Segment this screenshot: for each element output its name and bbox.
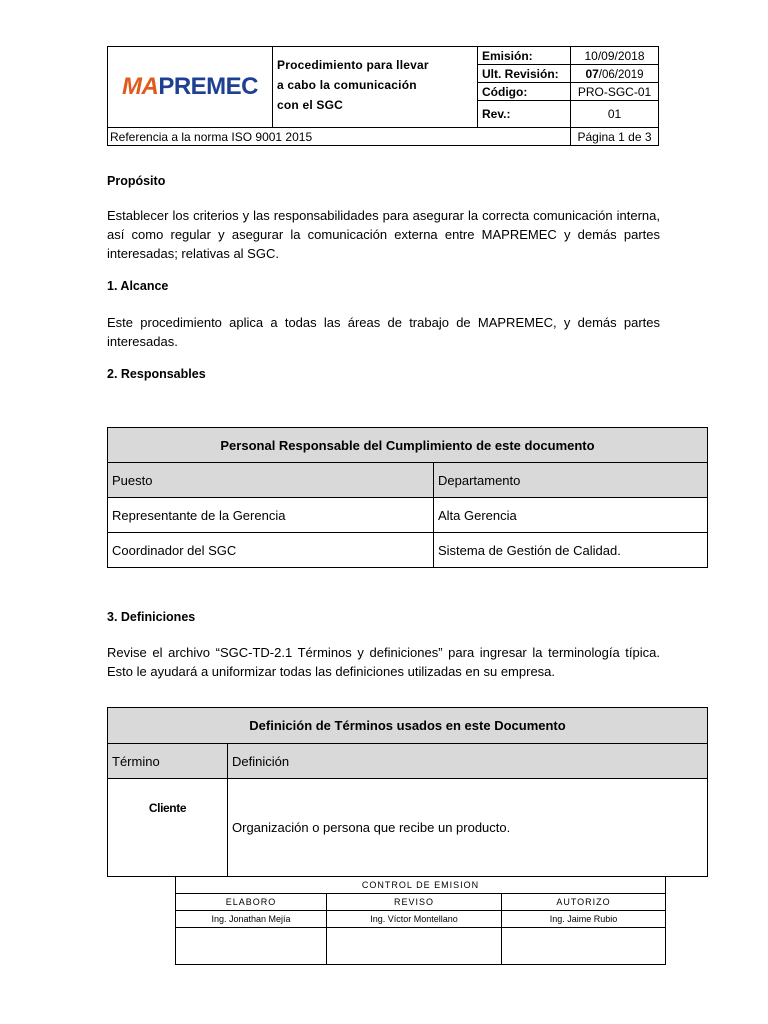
table-cell: Coordinador del SGC (108, 533, 434, 568)
logo-rest: PREMEC (158, 73, 258, 100)
column-header: Término (108, 744, 228, 779)
table-cell: Alta Gerencia (434, 498, 708, 533)
responsables-heading: 2. Responsables (107, 367, 206, 381)
control-title: CONTROL DE EMISION (176, 877, 666, 894)
definiciones-text: Revise el archivo “SGC-TD-2.1 Términos y definiciones” para ingresar la terminología típica. Esto le ayudará a uniformizar todas las definiciones utilizadas en su empresa. (107, 645, 660, 679)
definiciones-heading: 3. Definiciones (107, 610, 196, 624)
alcance-heading: 1. Alcance (107, 279, 169, 293)
autorizo-header: AUTORIZO (502, 894, 666, 911)
alcance-text: Este procedimiento aplica a todas las áreas de trabajo de MAPREMEC, y demás partes interesadas. (107, 315, 660, 349)
table-row (108, 779, 708, 877)
rev-label: Rev.: (478, 101, 571, 128)
table-cell: Sistema de Gestión de Calidad. (434, 533, 708, 568)
column-header: Definición (228, 744, 708, 779)
rev-value: 01 (571, 101, 659, 128)
revision-day: 07 (585, 66, 599, 81)
definiciones-table (107, 707, 708, 877)
control-emision-table (175, 876, 666, 965)
emision-value: 10/09/2018 (571, 47, 659, 65)
definition-cell: Organización o persona que recibe un producto. (228, 779, 708, 877)
emision-label: Emisión: (478, 47, 571, 65)
table-title: Definición de Términos usados en este Documento (108, 708, 708, 744)
page-number: Página 1 de 3 (571, 128, 659, 146)
revision-value (571, 65, 659, 83)
document-title (273, 47, 478, 128)
autorizo-signature (502, 928, 666, 965)
proposito-text: Establecer los criterios y las responsabilidades para asegurar la correcta comunicación interna, así como regular y asegurar la comunicación externa entre MAPREMEC y demás partes interesadas; relativas al SGC. (107, 208, 660, 261)
company-logo (108, 47, 273, 128)
logo-ma: MA (121, 73, 159, 100)
iso-reference: Referencia a la norma ISO 9001 2015 (108, 128, 571, 146)
table-title: Personal Responsable del Cumplimiento de este documento (108, 428, 708, 463)
reviso-name: Ing. Víctor Montellano (327, 911, 502, 928)
codigo-label: Código: (478, 83, 571, 101)
reviso-signature (327, 928, 502, 965)
title-line: con el SGC (277, 98, 344, 112)
proposito-heading: Propósito (107, 174, 166, 188)
revision-label: Ult. Revisión: (478, 65, 571, 83)
elaboro-signature (176, 928, 327, 965)
table-row (108, 533, 708, 568)
reviso-header: REVISO (327, 894, 502, 911)
title-line: a cabo la comunicación (277, 78, 417, 92)
column-header: Puesto (108, 463, 434, 498)
codigo-value: PRO-SGC-01 (571, 83, 659, 101)
term-cell: Cliente (108, 779, 228, 877)
title-line: Procedimiento para llevar (277, 58, 429, 72)
column-header: Departamento (434, 463, 708, 498)
autorizo-name: Ing. Jaime Rubio (502, 911, 666, 928)
elaboro-header: ELABORO (176, 894, 327, 911)
table-row (108, 498, 708, 533)
revision-rest: /06/2019 (598, 68, 644, 81)
elaboro-name: Ing. Jonathan Mejía (176, 911, 327, 928)
table-cell: Representante de la Gerencia (108, 498, 434, 533)
responsables-table (107, 427, 708, 568)
document-header (107, 46, 659, 146)
